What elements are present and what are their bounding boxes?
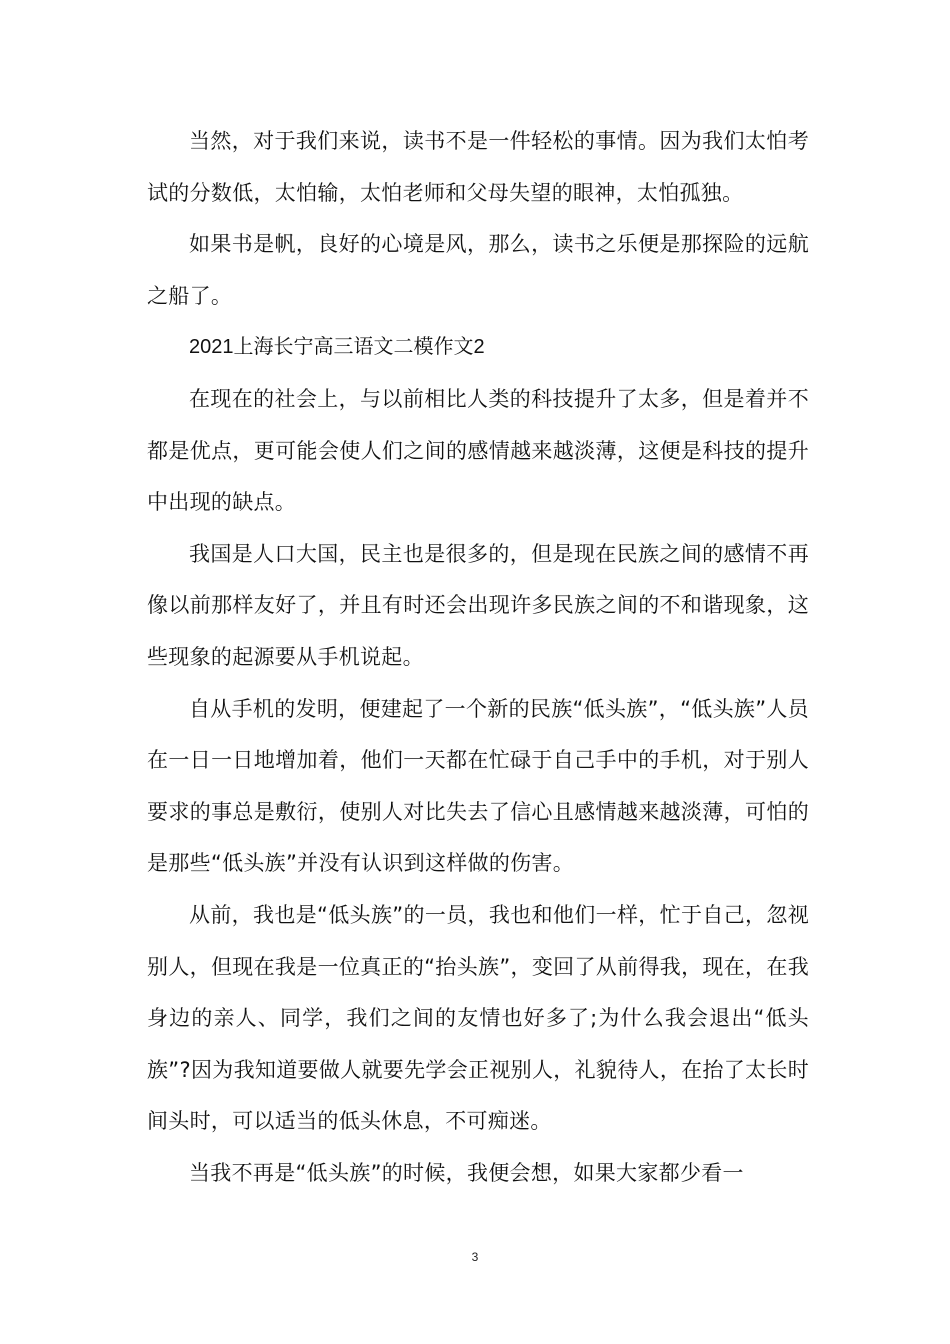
paragraph: 当然，对于我们来说，读书不是一件轻松的事情。因为我们太怕考试的分数低，太怕输，太怕老师和父母失望的眼神，太怕孤独。 bbox=[147, 129, 809, 205]
paragraph: 我国是人口大国，民主也是很多的，但是现在民族之间的感情不再像以前那样友好了，并且有时还会出现许多民族之间的不和谐现象，这些现象的起源要从手机说起。 bbox=[147, 541, 809, 669]
paragraph: 当我不再是“低头族”的时候，我便会想，如果大家都少看一 bbox=[189, 1160, 744, 1185]
paragraph: 从前，我也是“低头族”的一员，我也和他们一样，忙于自己，忽视别人，但现在我是一位真正的“抬头族”，变回了从前得我，现在，在我身边的亲人、同学，我们之间的友情也好多了;为什么我会退出“低头族”?因为我知道要做人就要先学会正视别人，礼貌待人，在抬了太长时间头时，可以适当的低头休息，不可痴迷。 bbox=[147, 902, 809, 1134]
document-body bbox=[147, 116, 809, 1199]
paragraph: 如果书是帆，良好的心境是风，那么，读书之乐便是那探险的远航之船了。 bbox=[147, 232, 809, 308]
section-heading: 2021上海长宁高三语文二模作文2 bbox=[189, 336, 485, 359]
paragraph: 自从手机的发明，便建起了一个新的民族“低头族”，“低头族”人员在一日一日地增加着，他们一天都在忙碌于自己手中的手机，对于别人要求的事总是敷衍，使别人对比失去了信心且感情越来越淡薄，可怕的是那些“低头族”并没有认识到这样做的伤害。 bbox=[147, 696, 809, 876]
paragraph: 在现在的社会上，与以前相比人类的科技提升了太多，但是着并不都是优点，更可能会使人们之间的感情越来越淡薄，这便是科技的提升中出现的缺点。 bbox=[147, 386, 809, 515]
page-number: 3 bbox=[471, 1250, 479, 1264]
